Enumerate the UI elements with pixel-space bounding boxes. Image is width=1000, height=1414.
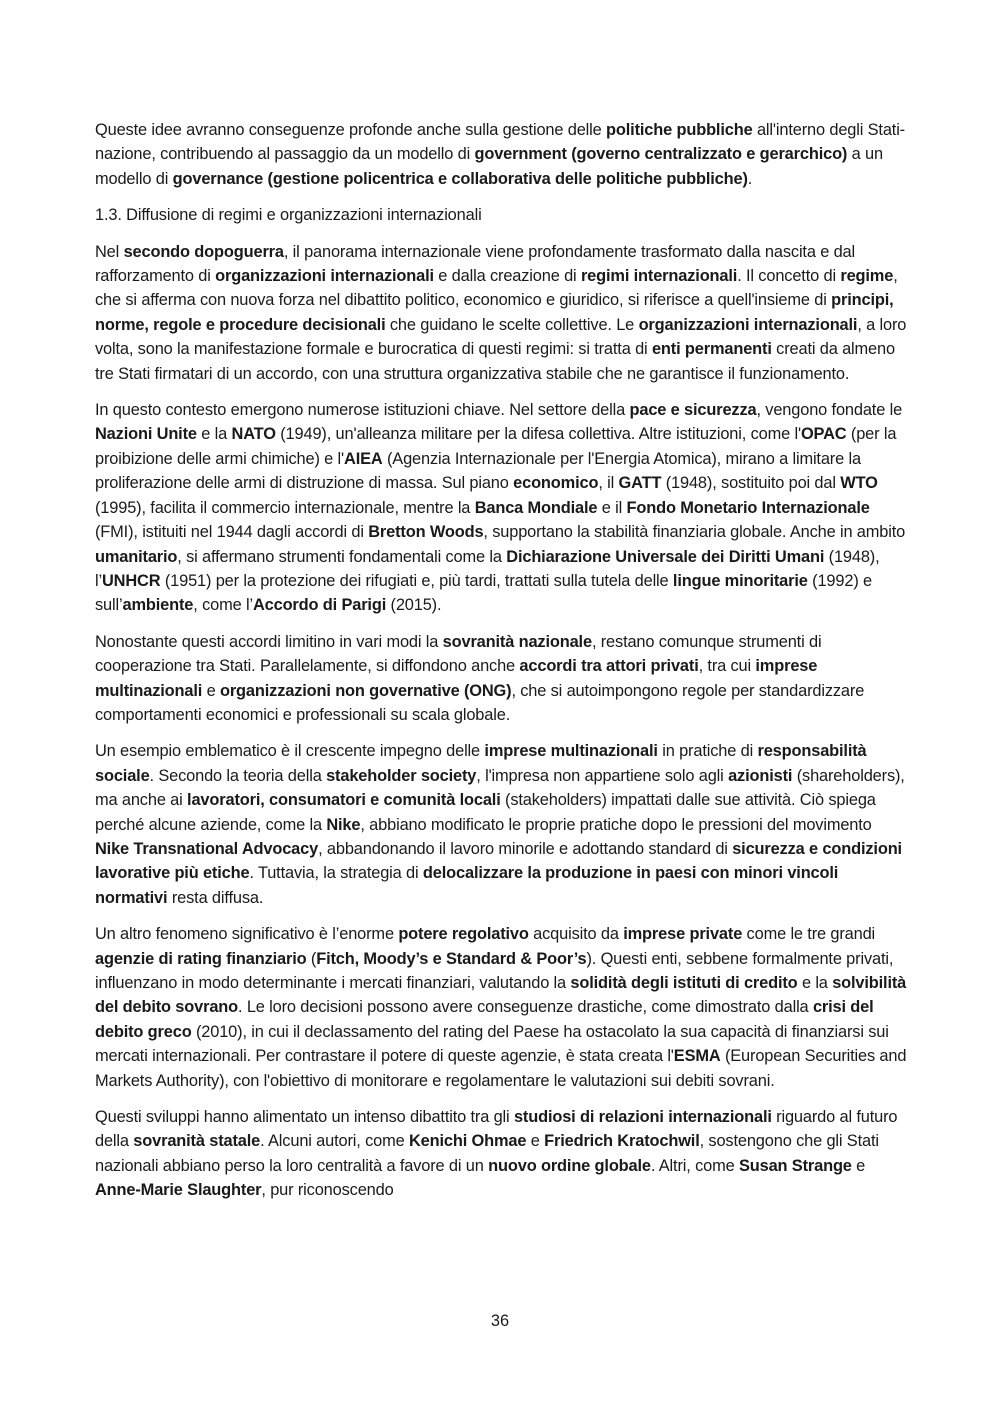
bold-term: pace e sicurezza — [629, 401, 757, 420]
bold-term: delocalizzare la produzione in paesi con minori vincoli normativi — [95, 864, 839, 907]
bold-term: lingue minoritarie — [672, 571, 808, 590]
bold-term: secondo dopoguerra — [123, 242, 284, 261]
text-run: (1992) e sull’ — [95, 571, 873, 615]
text-run: , come l’ — [193, 596, 253, 615]
bold-term: imprese multinazionali — [95, 657, 818, 700]
text-run: (1948), sostituito poi dal — [661, 474, 841, 493]
text-run: acquisito da — [528, 925, 624, 944]
text-run: , pur riconoscendo — [261, 1181, 394, 1200]
text-run: , abbiano modificato le proprie pratiche dopo le pressioni del movimento — [360, 815, 872, 834]
text-run: (per la proibizione delle armi chimiche) e l' — [95, 425, 897, 468]
text-run: Un esempio emblematico è il crescente impegno delle — [95, 742, 485, 761]
bold-term: regime — [840, 267, 894, 286]
text-run: , si affermano strumenti fondamentali come la — [177, 547, 507, 566]
text-run: 1.3. Diffusione di regimi e organizzazioni internazionali — [95, 206, 482, 225]
bold-term: ESMA — [673, 1047, 721, 1066]
bold-term: OPAC — [800, 425, 847, 444]
bold-term: enti permanenti — [651, 340, 772, 359]
bold-term: economico — [513, 474, 599, 493]
text-run: (2015). — [386, 596, 442, 615]
paragraph-csr — [95, 739, 907, 910]
paragraph-governance — [95, 118, 907, 191]
text-run: . Alcuni autori, come — [260, 1132, 409, 1151]
bold-term: crisi del debito greco — [95, 998, 874, 1041]
bold-term: studiosi di relazioni internazionali — [513, 1108, 772, 1127]
bold-term: Nike — [326, 815, 361, 834]
paragraph-sovereignty — [95, 630, 907, 728]
text-run: come le tre grandi — [742, 925, 876, 944]
bold-term: accordi tra attori privati — [519, 657, 699, 676]
text-run: . Tuttavia, la strategia di — [249, 864, 423, 883]
bold-term: sovranità nazionale — [442, 632, 592, 651]
bold-term: politiche pubbliche — [606, 121, 753, 139]
bold-term: umanitario — [95, 547, 178, 566]
text-run: in pratiche di — [657, 742, 758, 761]
text-run: e la — [797, 974, 833, 992]
bold-term: solvibilità del debito sovrano — [95, 974, 907, 1017]
text-run: (1995), facilita il commercio internazionale, mentre la — [95, 498, 475, 517]
text-run: che guidano le scelte collettive. Le — [385, 315, 639, 334]
bold-term: organizzazioni internazionali — [215, 267, 434, 286]
bold-term: Fitch, Moody’s e Standard & Poor’s — [316, 949, 587, 968]
text-run: e — [202, 681, 220, 700]
text-run: (2010), in cui il declassamento del rating del Paese ha ostacolato la sua capacità di finanziarsi sui mercati internazionali. Per contrastare il potere di queste agenzie, è stata creata l' — [95, 1022, 889, 1066]
bold-term: Nike Transnational Advocacy — [95, 839, 319, 858]
bold-term: sicurezza e condizioni lavorative più etiche — [95, 839, 902, 883]
bold-term: AIEA — [344, 449, 383, 468]
bold-term: Accordo di Parigi — [252, 596, 387, 615]
bold-term: azionisti — [728, 766, 793, 785]
text-run: Questi sviluppi hanno alimentato un intenso dibattito tra gli — [95, 1108, 514, 1127]
text-run: (stakeholders) impattati dalle sue attività. Ciò spiega perché alcune aziende, come la — [95, 791, 876, 834]
text-run: a un modello di — [95, 145, 883, 188]
text-run: , vengono fondate le — [756, 401, 903, 420]
text-run: , supportano la stabilità finanziaria globale. Anche in ambito — [483, 523, 906, 542]
text-run: Un altro fenomeno significativo è l’enorme — [95, 925, 399, 944]
bold-term: potere regolativo — [398, 925, 529, 944]
bold-term: sovranità statale — [133, 1132, 261, 1151]
bold-term: governance (gestione policentrica e collaborativa delle politiche pubbliche) — [172, 169, 748, 188]
section-heading — [95, 203, 907, 227]
text-run: . — [747, 169, 753, 188]
text-run: resta diffusa. — [167, 888, 264, 907]
text-run: In questo contesto emergono numerose istituzioni chiave. Nel settore della — [95, 401, 630, 420]
text-run: , che si autoimpongono regole per standardizzare comportamenti economici e professionali su scala globale. — [95, 681, 865, 724]
bold-term: Dichiarazione Universale dei Diritti Umani — [506, 547, 825, 566]
bold-term: solidità degli istituti di credito — [570, 974, 798, 992]
text-run: Nel — [95, 242, 124, 261]
bold-term: Susan Strange — [738, 1156, 852, 1175]
text-run: riguardo al futuro della — [95, 1108, 898, 1151]
text-run: Nonostante questi accordi limitino in vari modi la — [95, 632, 443, 651]
text-run: ). Questi enti, sebbene formalmente privati, influenzano in modo determinante i mercati finanziari, valutando la — [95, 949, 894, 992]
bold-term: UNHCR — [101, 571, 161, 590]
text-run: (Agenzia Internazionale per l'Energia Atomica), mirano a limitare la proliferazione delle armi di distruzione di massa. Sul piano — [95, 449, 861, 493]
text-run: , abbandonando il lavoro minorile e adottando standard di — [318, 839, 733, 858]
text-run: e — [526, 1132, 545, 1151]
text-run: (1948), l’ — [95, 547, 880, 590]
text-run: e — [851, 1156, 866, 1175]
text-run: . Le loro decisioni possono avere conseguenze drastiche, come dimostrato dalla — [238, 998, 813, 1017]
paragraph-rating-agencies — [95, 922, 907, 1093]
bold-term: GATT — [618, 474, 662, 493]
text-run: , restano comunque strumenti di cooperazione tra Stati. Parallelamente, si diffondono anche — [95, 632, 822, 676]
text-run: (1951) per la protezione dei rifugiati e, più tardi, trattati sulla tutela delle — [160, 571, 673, 590]
bold-term: Friedrich Kratochwil — [544, 1132, 700, 1151]
text-run: e la — [196, 425, 232, 444]
bold-term: Anne-Marie Slaughter — [95, 1181, 262, 1200]
bold-term: imprese multinazionali — [484, 742, 658, 761]
page-body — [95, 118, 907, 1215]
text-run: (shareholders), ma anche ai — [95, 766, 905, 810]
bold-term: organizzazioni internazionali — [638, 315, 858, 334]
text-run: e dalla creazione di — [433, 267, 581, 286]
text-run: Queste idee avranno conseguenze profonde anche sulla gestione delle — [95, 121, 607, 139]
text-run: , tra cui — [698, 657, 756, 676]
text-run: ( — [306, 949, 317, 968]
bold-term: Banca Mondiale — [474, 498, 598, 517]
bold-term: imprese private — [623, 925, 743, 944]
text-run: creati da almeno tre Stati firmatari di un accordo, con una struttura organizzativa stabile che ne garantisce il funzionamento. — [95, 340, 895, 383]
text-run: . Secondo la teoria della — [149, 766, 327, 785]
text-run: . Altri, come — [650, 1156, 739, 1175]
bold-term: Bretton Woods — [368, 523, 484, 542]
text-run: (European Securities and Markets Authority), con l'obiettivo di monitorare e regolamentare le valutazioni sui debiti sovrani. — [95, 1047, 907, 1090]
paragraph-regimes — [95, 240, 907, 386]
bold-term: Kenichi Ohmae — [408, 1132, 527, 1151]
text-run: e il — [597, 498, 627, 517]
text-run: , che si afferma con nuova forza nel dibattito politico, economico e giuridico, si riferisce a quell'insieme di — [95, 267, 898, 310]
text-run: , il panorama internazionale viene profondamente trasformato dalla nascita e dal rafforzamento di — [95, 242, 855, 286]
bold-term: Nazioni Unite — [95, 425, 197, 444]
bold-term: nuovo ordine globale — [488, 1156, 651, 1175]
text-run: (1949), un'alleanza militare per la difesa collettiva. Altre istituzioni, come l' — [275, 425, 801, 444]
text-run: , sostengono che gli Stati nazionali abbiano perso la loro centralità a favore di un — [95, 1132, 879, 1175]
page-number: 36 — [490, 1312, 510, 1330]
bold-term: NATO — [231, 425, 276, 444]
paragraph-institutions — [95, 398, 907, 618]
bold-term: ambiente — [122, 596, 194, 615]
bold-term: regimi internazionali — [580, 267, 738, 286]
paragraph-debate — [95, 1105, 907, 1203]
bold-term: stakeholder society — [326, 766, 477, 785]
bold-term: Fondo Monetario Internazionale — [626, 498, 870, 517]
bold-term: principi, norme, regole e procedure decisionali — [95, 291, 894, 334]
bold-term: government (governo centralizzato e gerarchico) — [474, 145, 848, 164]
text-run: , l'impresa non appartiene solo agli — [476, 766, 729, 785]
bold-term: agenzie di rating finanziario — [95, 949, 307, 968]
bold-term: lavoratori, consumatori e comunità locali — [187, 791, 501, 810]
text-run: all'interno degli Stati-nazione, contribuendo al passaggio da un modello di — [95, 121, 905, 164]
text-run: , il — [598, 474, 619, 493]
bold-term: organizzazioni non governative (ONG) — [219, 681, 512, 700]
text-run: . Il concetto di — [737, 267, 841, 286]
bold-term: WTO — [840, 474, 878, 493]
bold-term: responsabilità sociale — [95, 742, 867, 785]
text-run: , a loro volta, sono la manifestazione formale e burocratica di questi regimi: si tratta di — [95, 315, 907, 359]
text-run: (FMI), istituiti nel 1944 dagli accordi di — [95, 523, 369, 542]
